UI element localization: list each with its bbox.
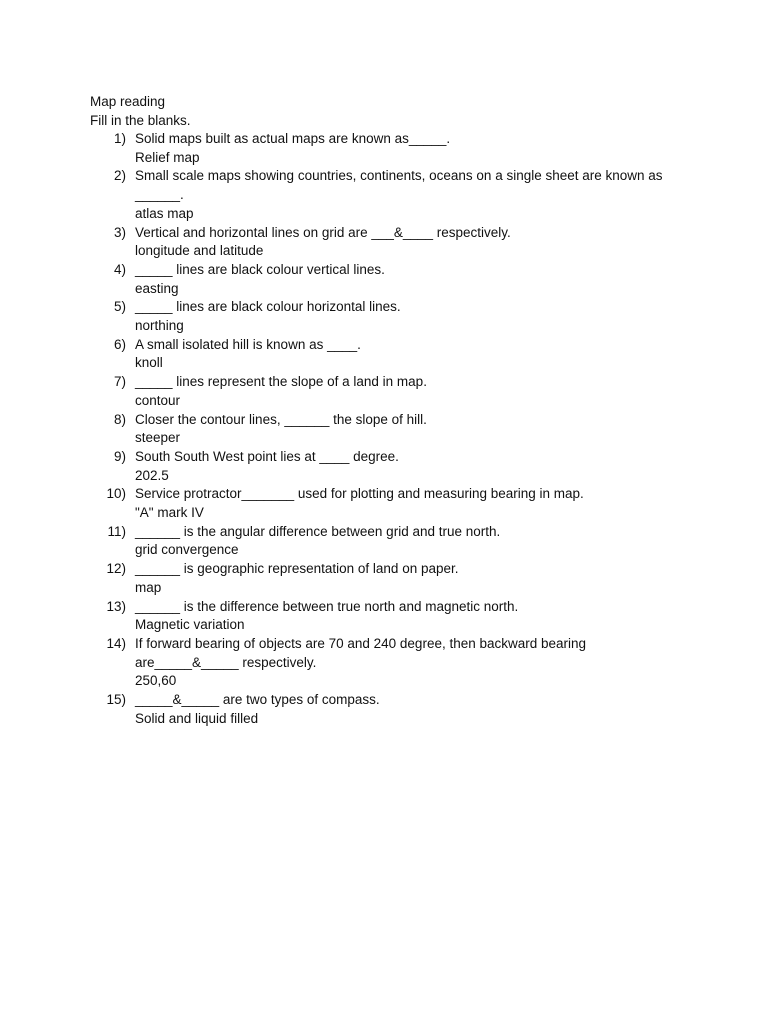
question-number: 2) <box>113 168 126 184</box>
question-text: ______ is the difference between true north and magnetic north. <box>135 598 519 614</box>
question-item <box>0 523 768 560</box>
question-number: 10) <box>106 486 126 502</box>
question-answer: easting <box>135 280 179 296</box>
question-answer: 202.5 <box>135 467 169 483</box>
question-text: If forward bearing of objects are 70 and 240 degree, then backward bearing are_____&_____ respectively. <box>135 635 587 670</box>
question-item <box>0 448 768 485</box>
header <box>90 92 191 130</box>
question-item <box>0 411 768 448</box>
question-text: _____&_____ are two types of compass. <box>135 692 380 708</box>
question-text: A small isolated hill is known as ____. <box>135 336 361 352</box>
question-answer: Solid and liquid filled <box>135 710 259 726</box>
question-text: _____ lines are black colour vertical lines. <box>135 261 385 277</box>
question-item <box>0 167 768 223</box>
question-number: 5) <box>113 299 126 315</box>
question-text: Closer the contour lines, ______ the slope of hill. <box>135 411 427 427</box>
question-item <box>0 560 768 597</box>
document-title: Map reading <box>90 94 166 109</box>
question-text: ______ is geographic representation of land on paper. <box>135 561 459 577</box>
question-item <box>0 224 768 261</box>
question-item <box>0 298 768 335</box>
question-answer: "A" mark IV <box>135 505 204 521</box>
question-number: 15) <box>106 692 126 708</box>
question-item <box>0 635 768 691</box>
question-answer: northing <box>135 318 184 334</box>
question-text: Service protractor_______ used for plotting and measuring bearing in map. <box>135 486 584 502</box>
question-number: 3) <box>113 224 126 240</box>
question-item <box>0 485 768 522</box>
question-number: 11) <box>107 523 126 539</box>
question-answer: grid convergence <box>135 542 239 558</box>
question-text: Small scale maps showing countries, continents, oceans on a single sheet are known as ______. <box>135 168 663 203</box>
question-list <box>0 130 768 729</box>
question-answer: Relief map <box>135 149 200 165</box>
question-answer: map <box>135 579 162 595</box>
question-number: 6) <box>113 336 126 352</box>
question-item <box>0 373 768 410</box>
question-number: 9) <box>113 448 126 464</box>
question-text: ______ is the angular difference between grid and true north. <box>135 523 501 539</box>
question-text: Solid maps built as actual maps are known as_____. <box>135 131 451 146</box>
question-answer: 250,60 <box>135 673 177 689</box>
question-answer: Magnetic variation <box>135 617 245 633</box>
question-answer: contour <box>135 392 181 408</box>
question-text: Vertical and horizontal lines on grid are ___&____ respectively. <box>135 224 511 240</box>
question-text: _____ lines represent the slope of a land in map. <box>135 374 427 390</box>
question-item <box>0 261 768 298</box>
question-item <box>0 130 768 167</box>
question-text: _____ lines are black colour horizontal lines. <box>135 299 401 315</box>
question-number: 4) <box>113 261 126 277</box>
question-item <box>0 598 768 635</box>
instruction-text: Fill in the blanks. <box>90 113 191 128</box>
question-number: 7) <box>113 374 126 390</box>
question-number: 14) <box>106 635 126 651</box>
question-number: 12) <box>106 561 126 577</box>
question-answer: atlas map <box>135 205 194 221</box>
question-answer: knoll <box>135 355 163 371</box>
question-answer: steeper <box>135 430 181 446</box>
question-number: 13) <box>106 598 126 614</box>
question-answer: longitude and latitude <box>135 243 264 259</box>
question-number: 1) <box>113 131 126 146</box>
question-item <box>0 691 768 728</box>
question-text: South South West point lies at ____ degree. <box>135 448 399 464</box>
question-item <box>0 336 768 373</box>
question-number: 8) <box>113 411 126 427</box>
